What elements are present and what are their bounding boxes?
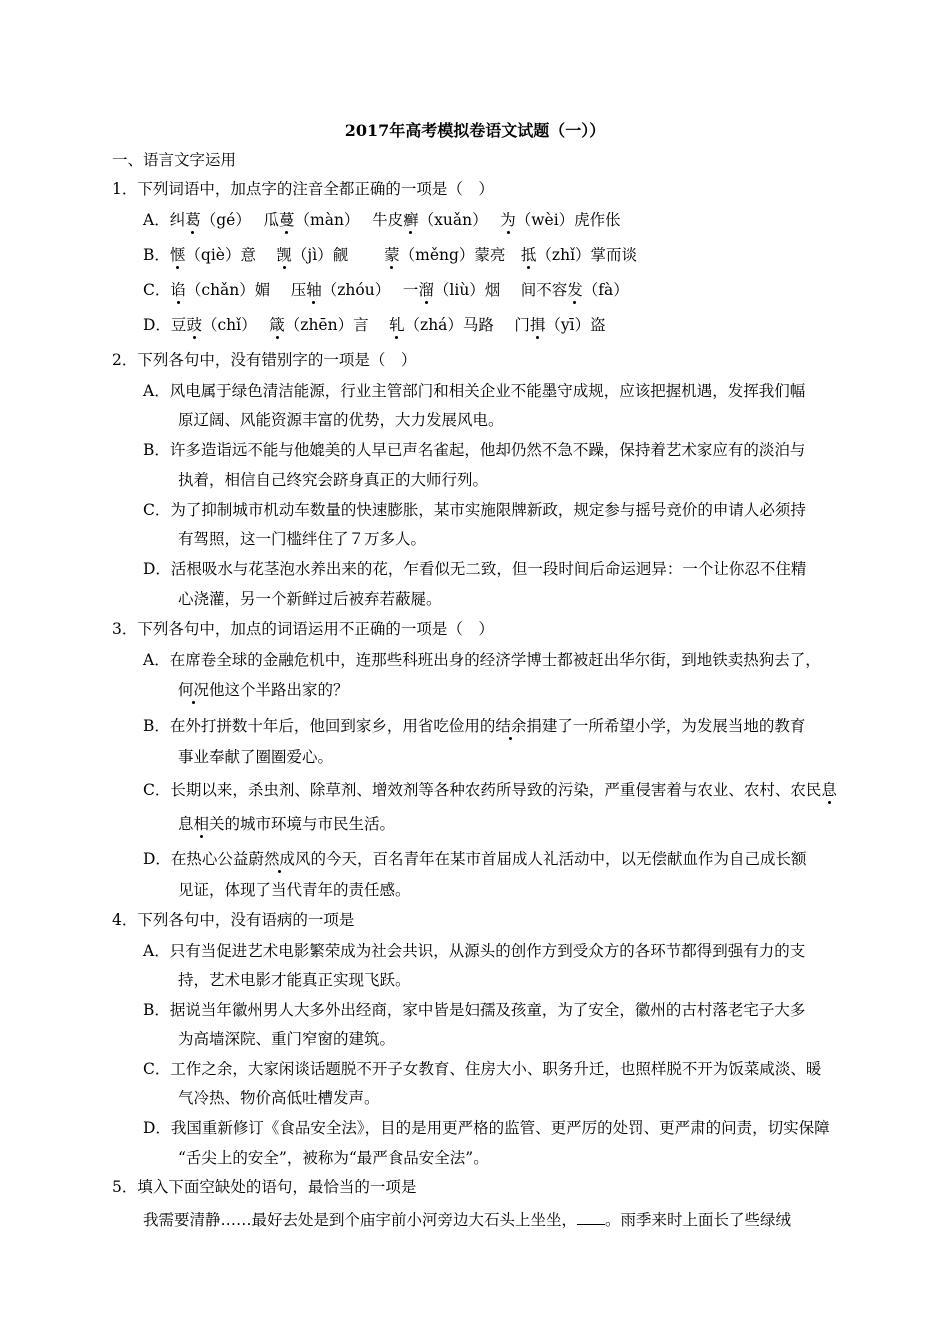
- q4-option-d-line1: D．我国重新修订《食品安全法》，目的是用更严格的监管、更严厉的处罚、更严肃的问责，切实保障: [143, 1119, 830, 1137]
- q2-option-c-line1: C．为了抑制城市机动车数量的快速膨胀，某市实施限牌新政，规定参与摇号竞价的申请人必须持: [143, 501, 806, 519]
- q4-option-b-line1: B．据说当年徽州男人大多外出经商，家中皆是妇孺及孩童，为了安全，徽州的古村落老宅子大多: [143, 1001, 806, 1019]
- question-3-stem: 3．下列各句中，加点的词语运用不正确的一项是（ ）: [112, 620, 494, 638]
- q3-option-c-line1: C．长期以来，杀虫剂、除草剂、增效剂等各种农药所导致的污染，严重侵害着与农业、农村、农民息: [143, 781, 837, 799]
- q3-option-d-line1: D．在热心公益蔚然成风的今天，百名青年在某市首届成人礼活动中，以无偿献血作为自己成长额: [143, 850, 807, 868]
- q4-option-c-line2: 气冷热、物价高低吐槽发声。: [178, 1089, 380, 1107]
- answer-blank: [577, 1208, 605, 1225]
- q2-option-b-line1: B．许多造诣远不能与他媲美的人早已声名雀起，他却仍然不急不躁，保持着艺术家应有的淡泊与: [143, 441, 806, 459]
- page-title: 2017年高考模拟卷语文试题（一））: [344, 121, 606, 140]
- q2-option-d-line1: D．活根吸水与花茎泡水养出来的花，乍看似无二致，但一段时间后命运迥异：一个让你忍不住精: [143, 560, 807, 578]
- question-2-stem: 2．下列各句中，没有错别字的一项是（ ）: [112, 351, 417, 369]
- q2-option-a-line1: A．风电属于绿色清洁能源，行业主管部门和相关企业不能墨守成规，应该把握机遇，发挥我们幅: [143, 382, 806, 400]
- q4-option-a-line1: A．只有当促进艺术电影繁荣成为社会共识，从源头的创作方到受众方的各环节都得到强有力的支: [143, 942, 806, 960]
- q4-option-a-line2: 持，艺术电影才能真正实现飞跃。: [178, 971, 411, 989]
- question-4-stem: 4．下列各句中，没有语病的一项是: [112, 911, 355, 929]
- q3-option-d-line2: 见证，体现了当代青年的责任感。: [178, 881, 411, 899]
- q1-option-b: B．惬（qiè）意 觊（jì）觎 蒙（měng）蒙亮 抵（zhǐ）掌而谈: [143, 246, 638, 264]
- q2-option-b-line2: 执着，相信自己终究会跻身真正的大师行列。: [178, 471, 489, 489]
- q4-option-b-line2: 为高墙深院、重门窄窗的建筑。: [178, 1030, 396, 1048]
- q1-option-d: D．豆豉（chǐ） 箴（zhēn）言 轧（zhá）马路 门揖（yī）盗: [143, 316, 606, 334]
- q3-option-b-line2: 事业奉献了圈圈爱心。: [178, 748, 334, 766]
- q4-option-c-line1: C．工作之余，大家闲谈话题脱不开子女教育、住房大小、职务升迁，也照样脱不开为饭菜咸淡、暖: [143, 1060, 822, 1078]
- q3-option-b-line1: B．在外打拼数十年后，他回到家乡，用省吃俭用的结余捐建了一所希望小学，为发展当地的教育: [143, 717, 806, 735]
- q4-option-d-line2: “舌尖上的安全”，被称为“最严食品安全法”。: [178, 1149, 489, 1167]
- q1-option-a: A．纠葛（gé） 瓜蔓（màn） 牛皮癣（xuǎn） 为（wèi）虎作伥: [143, 211, 621, 229]
- q2-option-c-line2: 有驾照，这一门槛绊住了７万多人。: [178, 530, 427, 548]
- q2-option-a-line2: 原辽阔、风能资源丰富的优势，大力发展风电。: [178, 411, 504, 429]
- q1-option-c: C．谄（chǎn）媚 压轴（zhóu） 一溜（liù）烟 间不容发（fà）: [143, 281, 629, 299]
- q3-option-a-line2: 何况他这个半路出家的？: [178, 681, 349, 699]
- question-5-stem: 5．填入下面空缺处的语句，最恰当的一项是: [112, 1178, 417, 1196]
- q3-option-a-line1: A．在席卷全球的金融危机中，连那些科班出身的经济学博士都被赶出华尔街，到地铁卖热狗去了，: [143, 651, 821, 669]
- section-heading: 一、语言文字运用: [112, 151, 237, 169]
- question-1-stem: 1．下列词语中，加点字的注音全都正确的一项是（ ）: [112, 180, 494, 198]
- q3-option-c-line2: 息相关的城市环境与市民生活。: [178, 815, 396, 833]
- q2-option-d-line2: 心浇灌，另一个新鲜过后被弃若蔽屣。: [178, 590, 442, 608]
- q5-passage-line1: 我需要清静……最好去处是到个庙宇前小河旁边大石头上坐坐， 。雨季来时上面长了些绿绒: [143, 1208, 791, 1230]
